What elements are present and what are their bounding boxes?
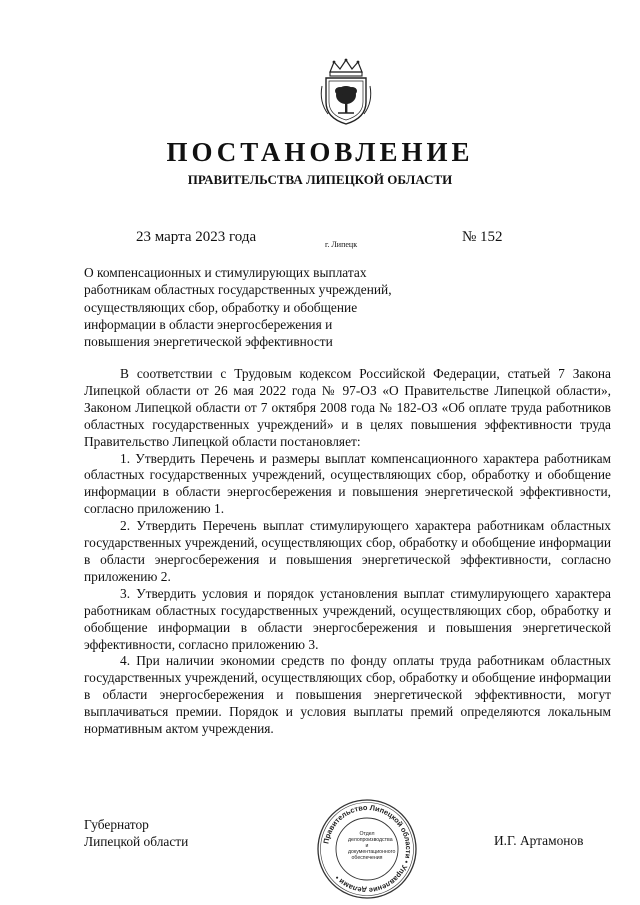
document-city: г. Липецк [325,240,358,249]
document-subtitle: ПРАВИТЕЛЬСТВА ЛИПЕЦКОЙ ОБЛАСТИ [187,172,453,187]
document-body [84,366,611,738]
clause-4-paragraph: 4. При наличии экономии средств по фонду оплаты труда работникам областных государственных учреждений, осуществляющих сбор, обработку и обобщение информации в области энергосбережения и повышения энергетической эффективности, могут выплачиваться премии. Порядок и условия выплаты премий определяются локальным нормативным актом учреждения. [84,653,611,737]
signatory-position-line: Губернатор [84,817,149,832]
signatory-name: И.Г. Артамонов [494,833,584,848]
stamp-inner-line: делопроизводства и [348,837,393,849]
clause-1-paragraph: 1. Утвердить Перечень и размеры выплат компенсационного характера работникам областных государственных учреждений, осуществляющих сбор, обработку и обобщение информации в области энергосбережения и повышения энергетической эффективности, согласно приложению 1. [84,450,611,517]
document-number: № 152 [462,229,503,245]
subject-line: информации в области энергосбережения и [84,316,333,332]
preamble-paragraph: В соответствии с Трудовым кодексом Российской Федерации, статьей 7 Закона Липецкой области от 26 мая 2022 года № 97-ОЗ «О Правительстве Липецкой области», Законом Липецкой области от 7 октября 2008 года № 182-ОЗ «Об оплате труда работников областных государственных учреждений» и в целях повышения эффективности труда Правительство Липецкой области постановляет: [84,366,611,449]
stamp-inner-line: Отдел [359,831,375,837]
subject-line: осуществляющих сбор, обработку и обобщение [84,299,358,315]
stamp-inner-text [348,831,396,861]
signatory-position-line: Липецкой области [84,834,189,849]
subject-line: О компенсационных и стимулирующих выплатах [84,265,367,280]
signatory-position [84,816,188,850]
subject-line: работникам областных государственных учреждений, [84,282,392,298]
document-date: 23 марта 2023 года [136,229,257,245]
stamp-inner-line: документационного [348,849,396,855]
stamp-outer-text: Правительство Липецкой области • Управление делами • [321,802,414,896]
document-title: ПОСТАНОВЛЕНИЕ [166,137,474,167]
document-subject [84,264,392,350]
stamp-inner-line: обеспечения [351,855,383,861]
clause-2-paragraph: 2. Утвердить Перечень выплат стимулирующего характера работникам областных государственных учреждений, осуществляющих сбор, обработку и обобщение информации в области энергосбережения и повышения энергетической эффективности, согласно приложению 2. [84,518,611,584]
coat-of-arms-icon [318,58,374,126]
clause-3-paragraph: 3. Утвердить условия и порядок установления выплат стимулирующего характера работникам областных государственных учреждений, осуществляющих сбор, обработку и обобщение информации в области энергосбережения и повышения энергетической эффективности, согласно приложению 3. [84,585,611,652]
subject-line: повышения энергетической эффективности [84,334,333,350]
